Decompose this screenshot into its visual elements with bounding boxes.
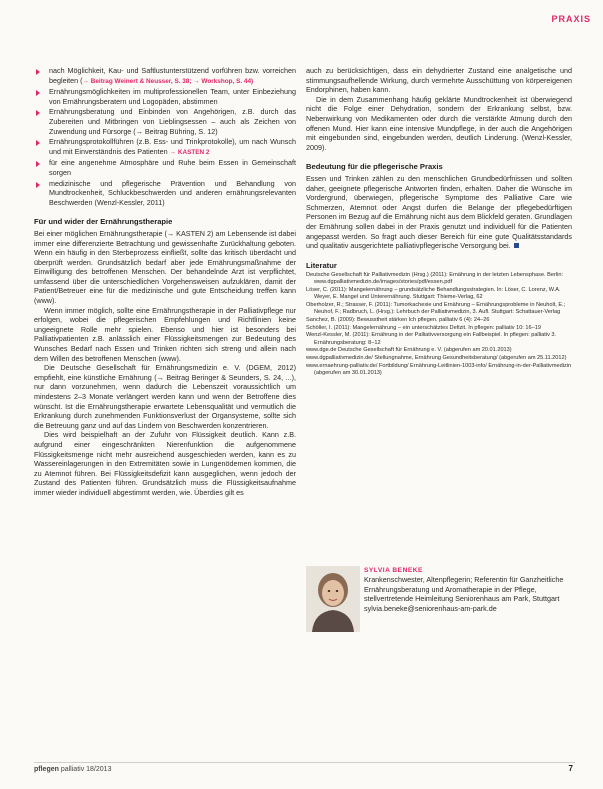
end-of-article-icon: [514, 243, 519, 248]
author-bio: [364, 566, 572, 613]
cross-reference[interactable]: → Beitrag Weinert & Neusser, S. 38; → Workshop, S. 44): [82, 77, 254, 85]
footer-journal: [34, 766, 111, 773]
literature-item: Schöller, I. (2011): Mangelernährung – ein unterschätztes Defizit. In pflegen: palliativ 10: 16–19: [306, 324, 541, 331]
literature-list: [306, 272, 572, 377]
author-description: Krankenschwester, Altenpflegerin; Referentin für Ganzheitliche Ernährungsberatung und Aromatherapie in der Pflege, stellvertretende Heimleitung Seniorenhaus am Park, Stuttgart: [364, 575, 564, 604]
literature-item: Wenzl-Kessler, M. (2011): Ernährung in der Palliativversorgung ein Fallbeispiel. In pflegen: palliativ 3. Ernährungsberatung: 8–12: [306, 332, 557, 346]
footer-divider: [34, 762, 575, 763]
author-box: [306, 566, 572, 638]
list-item: Ernährungsberatung und Einbinden von Angehörigen, z.B. durch das Zubereiten und Mitbringen von Lieblingsessen – auch als Zeichen von Zuwendung und Fürsorge (→ Beitrag Bühring, S. 12): [34, 107, 296, 136]
list-item: nach Möglichkeit, Kau- und Saftlustunterstützend vorführen bzw. vorreichen begleiten (→ Beitrag Weinert & Neusser, S. 38; → Workshop, S. 44): [34, 66, 296, 86]
list-item: Ernährungsprotokollführen (z.B. Ess- und Trinkprotokolle), um nach Wunsch und mit Einverständnis des Patienten → KASTEN 2: [34, 137, 296, 157]
author-portrait-icon: [306, 566, 360, 632]
literature-item: Deutsche Gesellschaft für Palliativmedizin (Hrsg.) (2011): Ernährung in der letzten Lebensphase. Berlin: www.dgpalliativmedizin.de/images/stories/pdf/essen.pdf: [306, 272, 564, 286]
paragraph: Die Deutsche Gesellschaft für Ernährungsmedizin e. V. (DGEM, 2012) empfiehlt, eine künstliche Ernährung (→ Beitrag Beringer & Seunders, S. 24, ...), nur dann vorzunehmen, wenn dadurch die Lebenszeit voraussichtlich um mindestens 2–3 Monate verlängert werden kann und wenn der Betroffene dies wünscht. Ist die Ernährungstherapie erwartete Lebensqualität und vermutlich die Erkrankung durch zunehmenden Funktionsverlust der Organsysteme, sollte sich die Betreuung ganz und auf das Lindern von Beschwerden konzentrieren.: [34, 363, 296, 430]
triangle-bullet-icon: [36, 110, 40, 116]
paragraph: Die in dem Zusammenhang häufig geklärte Mundtrockenheit ist überwiegend nicht die Folge einer Dehydration, sondern der Erkrankung selbst, bzw. Nebenwirkung von Medikamenten oder durch die verstärkte Atmung durch den offenen Mund. Hier kann eine intensive Mundpflege, in der auch die Angehörigen mit eingebunden sind, eingebunden werden, deutlich Linderung. (Wenzl-Kessler, 2009).: [306, 94, 572, 152]
paragraph: auch zu berücksichtigen, dass ein dehydrierter Zustand eine analgetische und stimmungsaufhellende Wirkung, durch vermehrte Ausschüttung von körpereigenen Endorphinen, haben kann.: [306, 66, 572, 95]
paragraph: Dies wird beispielhaft an der Zufuhr von Flüssigkeit deutlich. Kann z.B. aufgrund einer eingeschränkten Nierenfunktion die aufgenommene Flüssigkeitsmenge nicht mehr ausreichend ausgeschieden werden, kann es zu Wassereinlagerungen in den Extremitäten sowie in Lungenödemen kommen, die zu Atemnot führen. Bei Flüssigkeitsdefizit kann ausgeglichen, wenn jedoch der Zustand des Patienten führen. Grundsätzlich muss die Flüssigkeitsaufnahme immer wieder individuell abgestimmt werden, wie. Überdies gilt es: [34, 430, 296, 497]
section-heading: Für und wider der Ernährungstherapie: [34, 217, 173, 227]
left-column: [34, 66, 296, 498]
journal-name: palliativ: [60, 766, 85, 773]
triangle-bullet-icon: [36, 182, 40, 188]
journal-name-bold: pflegen: [34, 766, 59, 773]
triangle-bullet-icon: [36, 90, 40, 96]
paragraph: Essen und Trinken zählen zu den menschlichen Grundbedürfnissen und sollten daher, geeignete pflegerische Antworten finden, erhalten. Daher die Wünsche im Vordergrund, überwiegen, pflegerische Symptome des Palliative Care wie Schmerzen, Atemnot oder Angst durfen die Belange der pflegebedürftigen Personen im Bezug auf die Ernährung nicht aus dem Blickfeld geraten. Grundlagen der Ernährung sollen dabei in der Praxis genutzt und individuell für die Patienten angepasst werden. So fragt auch dieser Bereich für eine gute Qualitätsstandards und qualitativ ausgerichtete palliativpflegerische Versorgung bei.: [306, 173, 572, 251]
list-item: Ernährungsmöglichkeiten im multiprofessionellen Team, unter Einbeziehung von Ernährungsberatern und Logopäden, abstimmen: [34, 87, 296, 106]
triangle-bullet-icon: [36, 140, 40, 146]
literature-item: Löser, C. (2011): Mangelernährung – grundsätzliche Behandlungsstrategien. In: Löser, C. Lorenz, W.A. Weyer, E. Mangel und Unterernährung. Stuttgart: Thieme-Verlag, 62: [306, 287, 561, 301]
literature-item: www.dgpalliativmedizin.de/ Stellungnahme, Ernährung Gesundheitsberatung/ (abgerufen am 25.11.2012): [306, 355, 567, 362]
literature-item: Oberholzer, R.; Strasser, F. (2011): Tumorkachexie und Ernährung – Ernährungsprobleme in Neuholt, E.; Neuhof, F.; Radbruch, L. (Hrsg.): Lehrbuch der Palliativmedizin, 3. Aufl. Stuttgart: Schattauer-Verlag: [306, 302, 566, 316]
list-item: für eine angenehme Atmosphäre und Ruhe beim Essen in Gemeinschaft sorgen: [34, 158, 296, 177]
literature-item: Sanchez, B. (2009): Bewusstheit stärken Ich pflegen. palliativ 6 (4): 24–26: [306, 317, 490, 323]
literature-heading: Literatur: [306, 260, 337, 270]
author-name: SYLVIA BENEKE: [364, 567, 423, 574]
triangle-bullet-icon: [36, 69, 40, 75]
journal-issue: 18/2013: [86, 766, 112, 773]
section-label: PRAXIS: [551, 14, 591, 24]
author-email[interactable]: sylvia.beneke@seniorenhaus-am-park.de: [364, 603, 497, 613]
page-number: 7: [568, 764, 573, 773]
author-photo: [306, 566, 360, 632]
triangle-bullet-icon: [36, 161, 40, 167]
list-item: medizinische und pflegerische Prävention und Behandlung von Mundtrockenheit, Schluckbeschwerden und anderen ernährungsrelevanten Beschwerden (Wenzl-Kessler, 2011): [34, 179, 296, 208]
literature-item: www.dge.de Deutsche Gesellschaft für Ernährung e. V. (abgerufen am 20.01.2013): [306, 347, 512, 354]
section-heading: Bedeutung für die pflegerische Praxis: [306, 162, 443, 172]
paragraph: Bei einer möglichen Ernährungstherapie (→ KASTEN 2) am Lebensende ist dabei immer eine differenzierte Betrachtung und gewissenhafte Zurückhaltung geboten. Wenn ein häufig in den Sterbeprozess einfließt, sollte das kritisch überdacht und überprüft werden. Grundsätzlich bedarf aber jede Ernährungsmaßnahme der Einwilligung des betroffenen Menschen. Der behandelnde Arzt ist verpflichtet, umfassend über die unterschiedlichen Vorgehensweisen aufzuklären, damit der Patient/Betreuer eine für die medizinische und gute Entscheidung treffen kann (www).: [34, 228, 296, 306]
paragraph: Wenn immer möglich, sollte eine Ernährungstherapie in der Palliativpflege nur erfolgen, wobei die pflegerischen Empfehlungen und Richtlinien keine ungeeignete Rolle mehr spielen. Ebenso und hier ist besonders bei Palliativpatienten z.B. anlässlich einer Flüssigkeitsmengen zur Bedeutung des Wunsches Bedarf nach Essen und Trinken richten sich streng und allein nach dem Willen des betroffenen Menschen (www).: [34, 305, 296, 363]
recommendation-list: [34, 66, 296, 207]
right-column: [306, 66, 572, 378]
literature-item: www.ernaehrung-palliativ.de/ Fortbildung/ Ernährung-Leitlinien-1003-info/ Ernährung-in-der-Palliativmedizin (abgerufen am 30.01.2013): [306, 362, 572, 376]
box-reference[interactable]: → KASTEN 2: [169, 148, 210, 156]
